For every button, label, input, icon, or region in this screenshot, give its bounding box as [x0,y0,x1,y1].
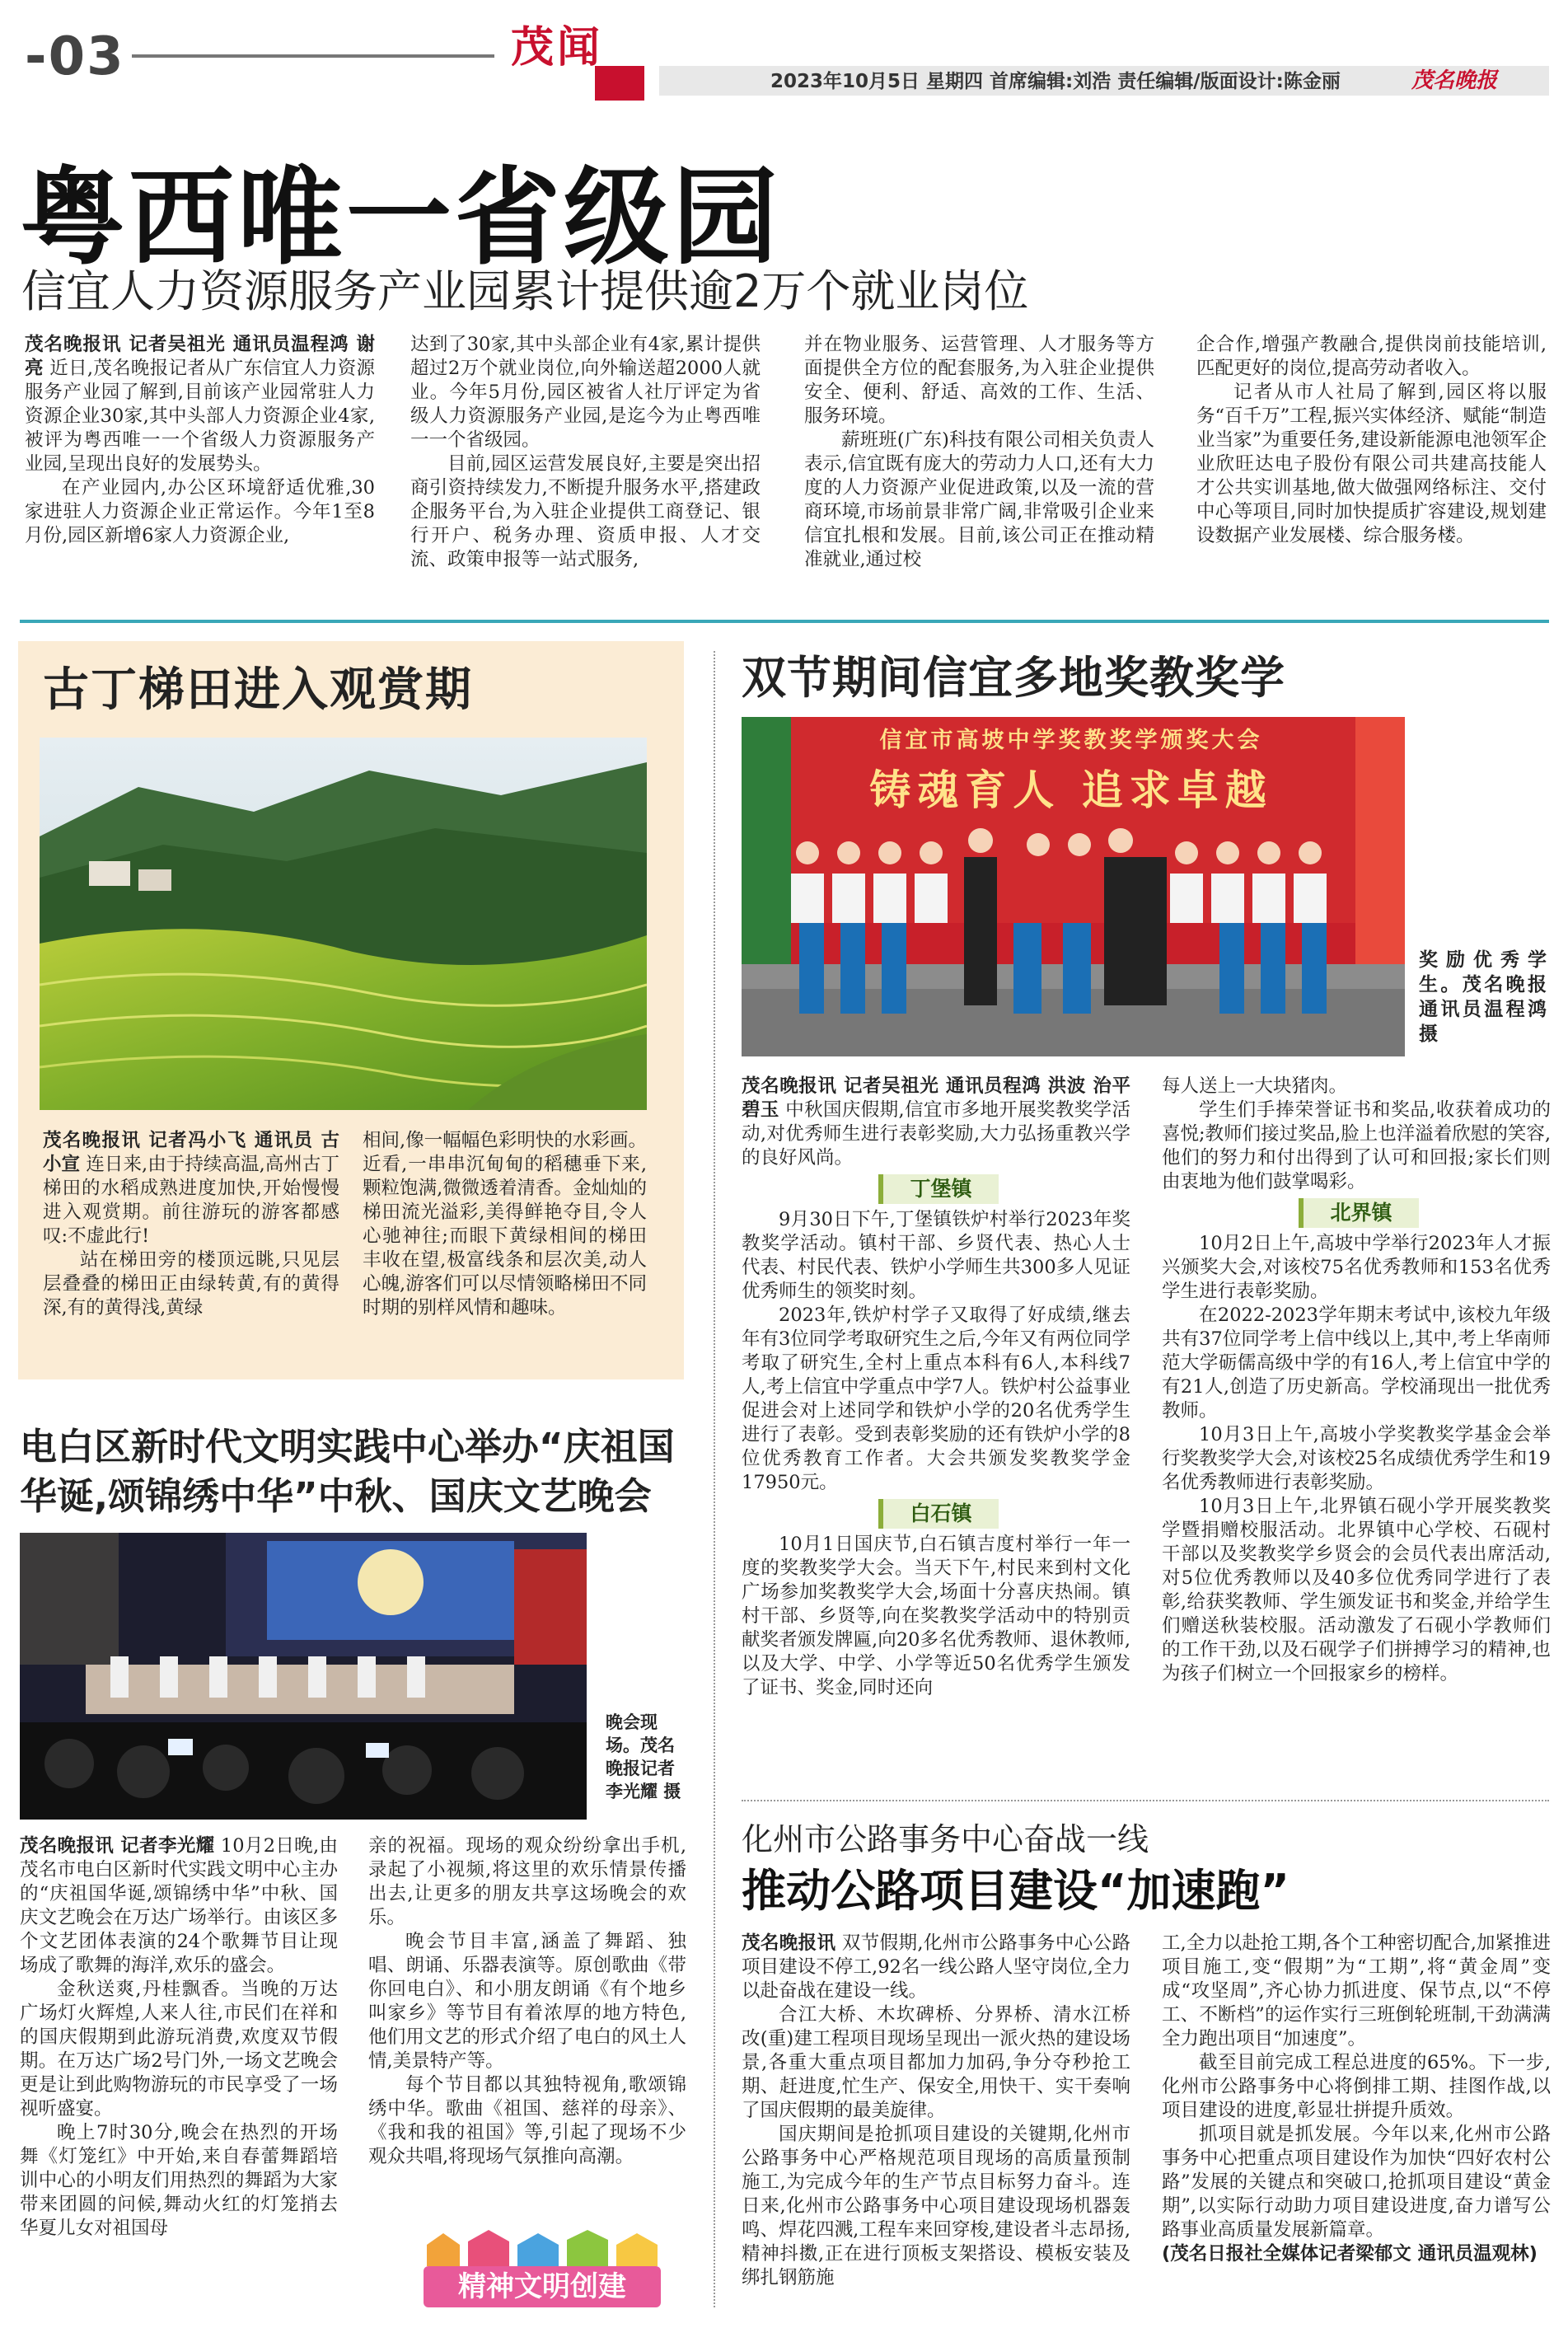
terrace-photo-image [40,738,647,1110]
article1-col4-p2: 记者从市人社局了解到,园区将以服务“百千万”工程,振兴实体经济、赋能“制造业当家”为重要任务,建设新能源电池领军企业欣旺达电子股份有限公司共建高技能人才公共实训基地,做大做强网络标注、交付中心等项目,同时加快提质扩容建设,规划建设数据产业发展楼、综合服务楼。 [1196,382,1547,546]
article4-title: 双节期间信宜多地奖教奖学 [742,652,1285,704]
article4-col2-p2: 10月2日上午,高坡中学举行2023年人才振兴颁奖大会,对该校75名优秀教师和153名优秀学生进行表彰奖励。 [1162,1233,1551,1302]
article4-col1-p1: 中秋国庆假期,信宜市多地开展奖教奖学活动,对优秀师生进行表彰奖励,大力弘扬重教兴学的良好风尚。 [742,1099,1130,1169]
article4-col1 [742,1075,1130,1700]
article5-lead: 茂名晚报讯 [742,1932,836,1954]
article4-col1-p2: 9月30日下午,丁堡镇铁炉村举行2023年奖教奖学活动。镇村干部、乡贤代表、热心人士代表、村民代表、铁炉小学师生共300多人见证优秀师生的领奖时刻。 [742,1209,1130,1302]
award-caption: 奖励优秀学生。茂名晚报通讯员温程鸿 摄 [1419,949,1547,1045]
page-number: -03 [25,26,125,87]
article5-col1-p1: 双节假期,化州市公路事务中心公路项目建设不停工,92名一线公路人坚守岗位,全力以赴奋战在建设一线。 [742,1932,1130,2002]
article2-title: 古丁梯田进入观赏期 [43,663,473,717]
article5-col1-p2: 合江大桥、木坎碑桥、分界桥、清水江桥改(重)建工程项目现场呈现出一派火热的建设场景,各重大重点项目都加力加码,争分夺秒抢工期、赶进度,忙生产、保安全,用快干、实干奏响了国庆假期的最美旋律。 [742,2004,1130,2121]
article3-lead: 茂名晚报讯 记者李光耀 [20,1835,215,1857]
article5-title-line1: 化州市公路事务中心奋战一线 [742,1821,1149,1857]
header-left-rule [132,54,494,58]
article5-col2-p1: 工,全力以赴抢工期,各个工种密切配合,加紧推进项目施工,变“假期”为“工期”,将“黄金周”变成“攻坚周”,齐心协力抓进度、保节点,以“不停工、不断档”的运作实行三班倒轮班制,干劲满满全力跑出项目“加速度”。 [1162,1932,1551,2049]
article5-col2-p2: 截至目前完成工程总进度的65%。下一步,化州市公路事务中心将倒排工期、挂图作战,以项目建设的进度,彰显壮拼提升质效。 [1162,2052,1551,2121]
badge-houses-icon [419,2230,666,2266]
column-separator [714,651,715,2307]
article2-col1-p1: 连日来,由于持续高温,高州古丁梯田的水稻成熟进度加快,开始慢慢进入观赏期。前往游玩的游客都感叹:不虚此行! [43,1154,339,1247]
article5-top-rule [742,1800,1549,1801]
civilization-badge [419,2230,666,2312]
article5-col2 [1162,1932,1551,2266]
badge-label: 精神文明创建 [424,2266,661,2307]
article4-col2-p0: 每人送上一大块猪肉。 [1162,1075,1348,1097]
article2-col1-p2: 站在梯田旁的楼顶远眺,只见层层叠叠的梯田正由绿转黄,有的黄得深,有的黄得浅,黄绿 [43,1249,339,1319]
article4-col2 [1162,1075,1551,1686]
article1-col1-p2: 在产业园内,办公区环境舒适优雅,30家进驻人力资源企业正常运作。今年1至8月份,园区新增6家人力资源企业, [25,477,375,546]
article3-col1 [20,1834,338,2241]
article3-col2-p1: 亲的祝福。现场的观众纷纷拿出手机,录起了小视频,将这里的欢乐情景传播出去,让更多的朋友共享这场晚会的欢乐。 [368,1835,686,1928]
section-logo [511,23,651,107]
article5-col1 [742,1932,1130,2290]
article3-col2-p3: 每个节目都以其独特视角,歌颂锦绣中华。歌曲《祖国、慈祥的母亲》、《我和我的祖国》等,引起了现场不少观众共唱,将现场气氛推向高潮。 [368,2074,686,2167]
award-photo [742,717,1405,1056]
article1-col4-p1: 企合作,增强产教融合,提供岗前技能培训,匹配更好的岗位,提高劳动者收入。 [1196,334,1547,379]
article4-col1-p4: 10月1日国庆节,白石镇吉度村举行一年一度的奖教奖学大会。当天下午,村民来到村文化广场参加奖教奖学大会,场面十分喜庆热闹。镇村干部、乡贤等,向在奖教奖学活动中的特别贡献奖者颁发牌匾,向20多名优秀教师、退休教师,以及大学、中学、小学等近50名优秀学生颁发了证书、奖金,同时还向 [742,1534,1130,1698]
article1-col4 [1196,333,1547,548]
gala-caption: 晚会现场。茂名晚报记者李光耀 摄 [606,1712,681,1801]
article4-lead: 茂名晚报讯 记者吴祖光 通讯员程鸿 洪波 治平 碧玉 [742,1075,1130,1121]
article3-col1-p3: 晚上7时30分,晚会在热烈的开场舞《灯笼红》中开始,来自春蕾舞蹈培训中心的小明友们用热烈的舞蹈为大家带来团圆的问候,舞动火红的灯笼捎去华夏儿女对祖国母 [20,2122,338,2239]
article5-title-line2: 推动公路项目建设“加速跑” [742,1865,1290,1917]
article5-credit: (茂名日报社全媒体记者梁郁文 通讯员温观林) [1162,2243,1538,2265]
article3-col1-p2: 金秋送爽,丹桂飘香。当晚的万达广场灯火辉煌,人来人往,市民们在祥和的国庆假期到此游玩消费,欢度双节假期。在万达广场2号门外,一场文艺晚会更是让到此购物游玩的市民享受了一场视听盛宴。 [20,1979,338,2120]
article4-col2-p4: 10月3日上午,高坡小学奖教奖学基金会举行奖教奖学大会,对该校25名成绩优秀学生和19名优秀教师进行表彰奖励。 [1162,1424,1551,1493]
article1-col3-p1: 并在物业服务、运营管理、人才服务等方面提供全方位的配套服务,为入驻企业提供安全、便利、舒适、高效的工作、生活、服务环境。 [804,334,1154,427]
subhead-beijie: 北界镇 [1299,1198,1419,1228]
paper-logo: 茂名晚报 [1411,68,1497,93]
article2-col1 [43,1129,339,1320]
gala-photo-image [20,1533,587,1820]
article4-col2-p5: 10月3日上午,北界镇石砚小学开展奖教奖学暨捐赠校服活动。北界镇中心学校、石砚村干部以及奖教奖学乡贤会的会员代表出席活动,对5位优秀教师以及40多位优秀同学进行了表彰,给获奖教师、学生颁发证书和奖金,并给学生们赠送秋装校服。活动激发了石砚小学教师们的工作干劲,以及石砚学子们拼搏学习的精神,也为孩子们树立一个回报家乡的榜样。 [1162,1496,1551,1684]
gala-photo [20,1533,587,1820]
article1-col3-p2: 薪班班(广东)科技有限公司相关负责人表示,信宜既有庞大的劳动力人口,还有大力度的人力资源产业促进政策,以及一流的营商环境,市场前景非常广阔,非常吸引企业来信宜扎根和发展。目前,该公司正在推动精准就业,通过校 [804,429,1154,570]
photo-banner-text: 信宜市高坡中学奖教奖学颁奖大会 [879,728,1263,753]
article2-col2 [363,1129,647,1320]
article1-col2-p1: 达到了30家,其中头部企业有4家,累计提供超过2万个就业岗位,向外输送超2000人就业。今年5月份,园区被省人社厅评定为省级人力资源服务产业园,是迄今为止粤西唯一一个省级园。 [410,334,761,451]
article3-col2 [368,1834,686,2169]
section-divider [20,620,1549,623]
article1-col1 [25,333,375,548]
article3-title-line2: 华诞,颂锦绣中华”中秋、国庆文艺晚会 [20,1474,652,1518]
article1-col2-p2: 目前,园区运营发展良好,主要是突出招商引资持续发力,不断提升服务水平,搭建政企服务平台,为入驻企业提供工商登记、银行开户、税务办理、资质申报、人才交流、政策申报等一站式服务, [410,453,761,570]
article3-col2-p2: 晚会节目丰富,涵盖了舞蹈、独唱、朗诵、乐器表演等。原创歌曲《带你回电白》、和小朋友朗诵《有个地乡叫家乡》等节目有着浓厚的地方特色,他们用文艺的形式介绍了电白的风土人情,美景特产等。 [368,1931,686,2072]
article5-col1-p3: 国庆期间是抢抓项目建设的关键期,化州市公路事务中心严格规范项目现场的高质量预制施工,为完成今年的生产节点目标努力奋斗。连日来,化州市公路事务中心项目建设现场机器轰鸣、焊花四溅,工程车来回穿梭,建设者斗志昂扬,精神抖擞,正在进行顶板支架搭设、模板安装及绑扎钢筋施 [742,2124,1130,2288]
article3-col1-p1: 10月2日晚,由茂名市电白区新时代实践文明中心主办的“庆祖国华诞,颂锦绣中华”中秋、国庆文艺晚会在万达广场举行。由该区多个文艺团体表演的24个歌舞节目让现场成了歌舞的海洋,欢乐的盛会。 [20,1835,338,1976]
article1-title: 粤西唯一省级园 [20,157,782,279]
article2-lead: 茂名晚报讯 记者冯小飞 通讯员 古小宣 [43,1130,339,1175]
article1-col1-p1: 近日,茂名晚报记者从广东信宜人力资源服务产业园了解到,目前该产业园常驻人力资源企业30家,其中头部人力资源企业4家,被评为粤西唯一一个省级人力资源服务产业园,呈现出良好的发展势头。 [25,358,375,475]
article4-col2-p1: 学生们手捧荣誉证书和奖品,收获着成功的喜悦;教师们接过奖品,脸上也洋溢着欣慰的笑容,他们的努力和付出得到了认可和回报;家长们则由衷地为他们鼓掌喝彩。 [1162,1099,1551,1192]
subhead-dingbao: 丁堡镇 [878,1174,999,1204]
article3-title-line1: 电白区新时代文明实践中心举办“庆祖国 [20,1425,675,1468]
article1-subtitle: 信宜人力资源服务产业园累计提供逾2万个就业岗位 [21,265,1029,317]
article1-col3 [804,333,1154,572]
article5-col2-p3: 抓项目就是抓发展。今年以来,化州市公路事务中心把重点项目建设作为加快“四好农村公路”发展的关键点和突破口,抢抓项目建设“黄金期”,以实际行动助力项目建设进度,奋力谱写公路事业高质量发展新篇章。 [1162,2124,1551,2241]
article4-col2-p3: 在2022-2023学年期末考试中,该校九年级共有37位同学考上信中线以上,其中,考上华南师范大学砺儒高级中学的有16人,考上信宜中学的有21人,创造了历史新高。学校涌现出一批优秀教师。 [1162,1305,1551,1422]
section-title: 茂闻 [511,22,604,73]
terrace-photo [40,738,647,1110]
article2-col2-p1: 相间,像一幅幅色彩明快的水彩画。近看,一串串沉甸甸的稻穗垂下来,颗粒饱满,微微透着清香。金灿灿的梯田流光溢彩,美得鲜艳夺目,令人心驰神往;而眼下黄绿相间的梯田丰收在望,极富线条和层次美,动人心魄,游客们可以尽情领略梯田不同时期的别样风情和趣味。 [363,1130,647,1319]
article1-lead: 茂名晚报讯 记者吴祖光 通讯员温程鸿 谢亮 [25,334,375,379]
article1-col2 [410,333,761,572]
photo-slogan-text: 铸魂育人 追求卓越 [869,766,1273,814]
article4-col1-p3: 2023年,铁炉村学子又取得了好成绩,继去年有3位同学考取研究生之后,今年又有两位同学考取了研究生,全村上重点本科有6人,本科线7人,考上信宜中学重点中学7人。铁炉村公益事业促进会对上述同学和铁炉小学的20名优秀学生进行了表彰。受到表彰奖励的还有铁炉小学的8位优秀教育工作者。大会共颁发奖教奖学金17950元。 [742,1305,1130,1493]
subhead-baishi: 白石镇 [878,1499,999,1529]
header-info: 2023年10月5日 星期四 首席编辑:刘浩 责任编辑/版面设计:陈金丽 [770,71,1341,92]
